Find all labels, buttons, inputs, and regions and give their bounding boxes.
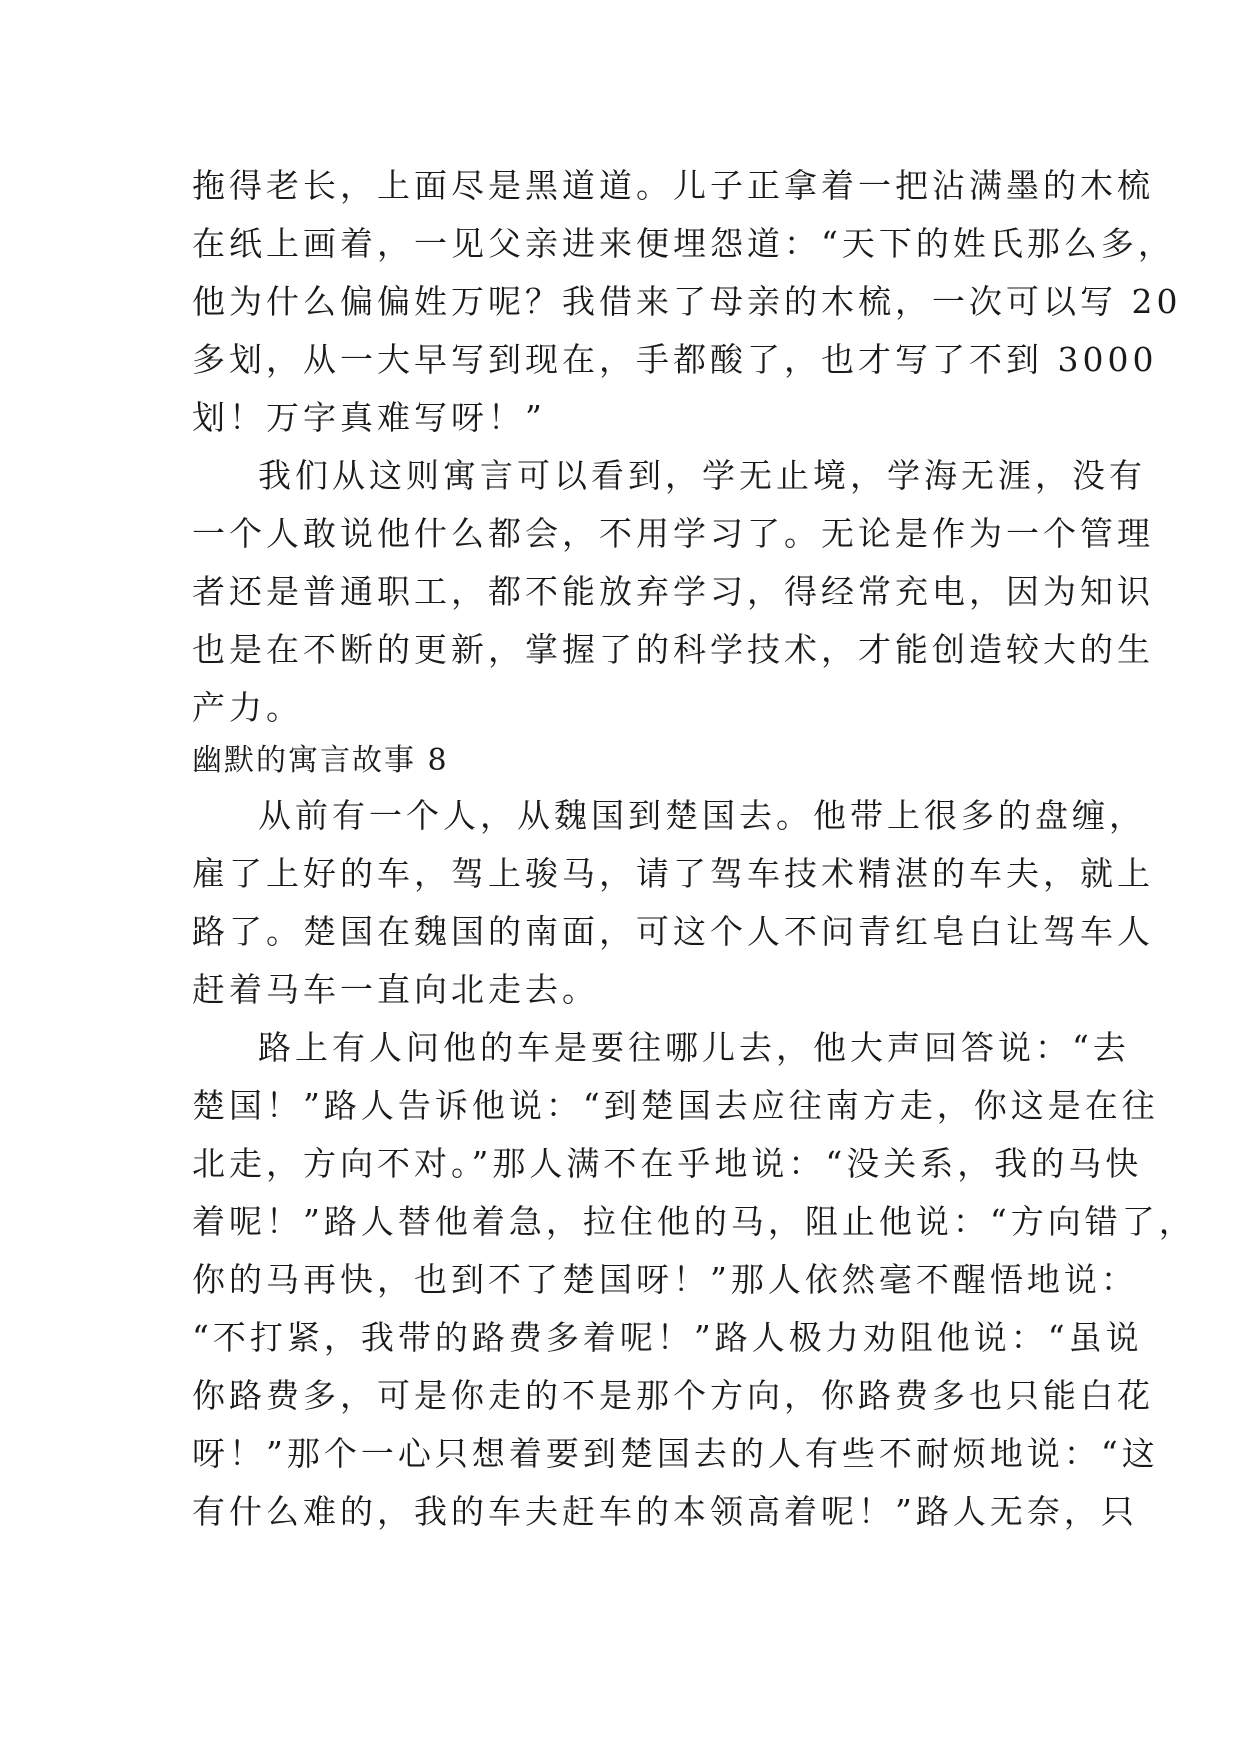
text-line: 拖得老长，上面尽是黑道道。儿子正拿着一把沾满墨的木梳: [192, 166, 1154, 205]
paragraph: [192, 157, 1182, 447]
text-line: 在纸上画着，一见父亲进来便埋怨道：“天下的姓氏那么多，: [192, 224, 1175, 263]
paragraph: [192, 447, 1154, 737]
paragraph: [192, 787, 1154, 1019]
text-line: 楚国！”路人告诉他说：“到楚国去应往南方走，你这是在往: [192, 1086, 1159, 1125]
text-line: 你路费多，可是你走的不是那个方向，你路费多也只能白花: [192, 1376, 1154, 1415]
text-line: 北走，方向不对。”那人满不在乎地说：“没关系，我的马快: [192, 1144, 1143, 1183]
paragraph: [192, 1019, 1196, 1541]
text-line: 你的马再快，也到不了楚国呀！”那人依然毫不醒悟地说：: [192, 1260, 1138, 1299]
section-heading: 幽默的寓言故事 8: [192, 743, 449, 778]
text-line: 产力。: [192, 688, 303, 727]
text-line: 赶着马车一直向北走去。: [192, 970, 599, 1009]
text-line: 路上有人问他的车是要往哪儿去，他大声回答说：“去: [258, 1028, 1130, 1067]
text-line: 有什么难的，我的车夫赶车的本领高着呢！”路人无奈，只: [192, 1492, 1138, 1531]
text-line: 雇了上好的车，驾上骏马，请了驾车技术精湛的车夫，就上: [192, 854, 1154, 893]
text-line: 着呢！”路人替他着急，拉住他的马，阻止他说：“方向错了，: [192, 1202, 1196, 1241]
document-body: [192, 157, 1196, 1541]
text-line: 也是在不断的更新，掌握了的科学技术，才能创造较大的生: [192, 630, 1154, 669]
text-line: “不打紧，我带的路费多着呢！”路人极力劝阻他说：“虽说: [192, 1318, 1143, 1357]
text-line: 多划，从一大早写到现在，手都酸了，也才写了不到 3000: [192, 340, 1158, 379]
text-line: 他为什么偏偏姓万呢？我借来了母亲的木梳，一次可以写 20: [192, 282, 1182, 321]
text-line: 路了。楚国在魏国的南面，可这个人不问青红皂白让驾车人: [192, 912, 1154, 951]
text-line: 者还是普通职工，都不能放弃学习，得经常充电，因为知识: [192, 572, 1154, 611]
text-line: 划！万字真难写呀！”: [192, 398, 546, 437]
text-line: 我们从这则寓言可以看到，学无止境，学海无涯，没有: [258, 456, 1146, 495]
text-line: 从前有一个人，从魏国到楚国去。他带上很多的盘缠，: [258, 796, 1146, 835]
text-line: 呀！”那个一心只想着要到楚国去的人有些不耐烦地说：“这: [192, 1434, 1159, 1473]
text-line: 一个人敢说他什么都会，不用学习了。无论是作为一个管理: [192, 514, 1154, 553]
